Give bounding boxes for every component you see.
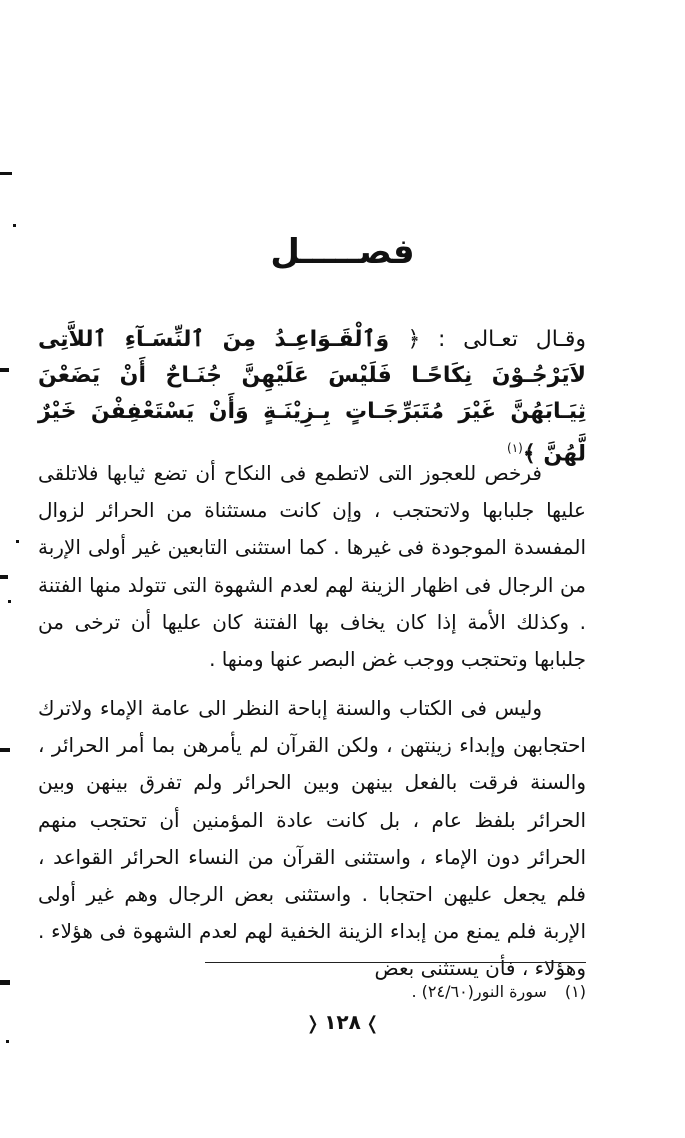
paragraph-1: فرخص للعجوز التى لاتطمع فى النكاح أن تضع ثيابها فلاتلقى عليها جلبابها ولاتحتجب ، وإن كانت مستثناة من الحرائر لزوال المفسدة الموجودة فى غيرها . كما استثنى التابعين غير أولى الإربة من الرجال فى اظهار الزينة لهم لعدم الشهوة التى تتولد منها الفتنة . وكذلك الأمة إذا كان يخاف بها الفتنة كان عليها أن ترخى من جلبابها وتحتجب ووجب غض البصر عنها ومنها . (38, 461, 586, 672)
verse-text: وَٱلْقَـوَاعِـدُ مِنَ ٱلنِّسَـآءِ ٱللاَّتِى لاَيَرْجُـوْنَ نِكَاحًـا فَلَيْسَ عَلَيْهِنَّ جُنَـاحٌ أَنْ يَضَعْنَ ثِيَـابَهُنَّ غَيْرَ مُتَبَرِّجَـاتٍ بِـزِيْنَـةٍ وَأَنْ يَسْتَعْفِفْنَ خَيْرٌ لَّهُنَّ ﴾ (38, 327, 586, 467)
paragraph-2: وليس فى الكتاب والسنة إباحة النظر الى عامة الإماء ولاترك احتجابهن وإبداء زينتهن ، ولكن القرآن لم يأمرهن بما أمر الحرائر ، والسنة فرقت بالفعل بينهن وبين الحرائر ولم تفرق بينهن وبين الحرائر بلفظ عام ، بل كانت عادة المؤمنين أن تحتجب منهم الحرائر دون الإماء ، واستثنى القرآن من النساء الحرائر القواعد ، فلم يجعل عليهن احتجابا . واستثنى بعض الرجال وهم غير أولى الإربة فلم يمنع من إبداء الزينة الخفية لهم لعدم الشهوة فى هؤلاء . وهؤلاء ، فأن يستثنى بعض (38, 696, 586, 981)
footnote-text: سورة النور(٢٤/٦٠) . (411, 982, 547, 1001)
section-heading: فصـــــل (270, 232, 415, 272)
page-number-block (0, 1010, 685, 1034)
ornament-right-icon: ❭ (364, 1013, 380, 1034)
scan-mark (0, 575, 8, 579)
scan-mark (0, 748, 10, 752)
scan-mark (6, 1040, 9, 1043)
quran-verse-block (38, 322, 586, 472)
page-number: ١٢٨ (324, 1010, 361, 1034)
ornament-left-icon: ❬ (305, 1013, 321, 1034)
footnote-divider (205, 962, 586, 963)
footnote (38, 982, 586, 1001)
footnote-reference: (١) (507, 441, 523, 455)
verse-intro: وقـال تعـالى : ﴿ (407, 327, 586, 352)
scan-mark (0, 368, 9, 372)
scan-mark (13, 224, 16, 227)
footnote-number: (١) (564, 982, 586, 1001)
scan-mark (16, 540, 19, 543)
scan-mark (8, 600, 11, 603)
scan-mark (0, 980, 10, 985)
scan-mark (0, 172, 12, 175)
